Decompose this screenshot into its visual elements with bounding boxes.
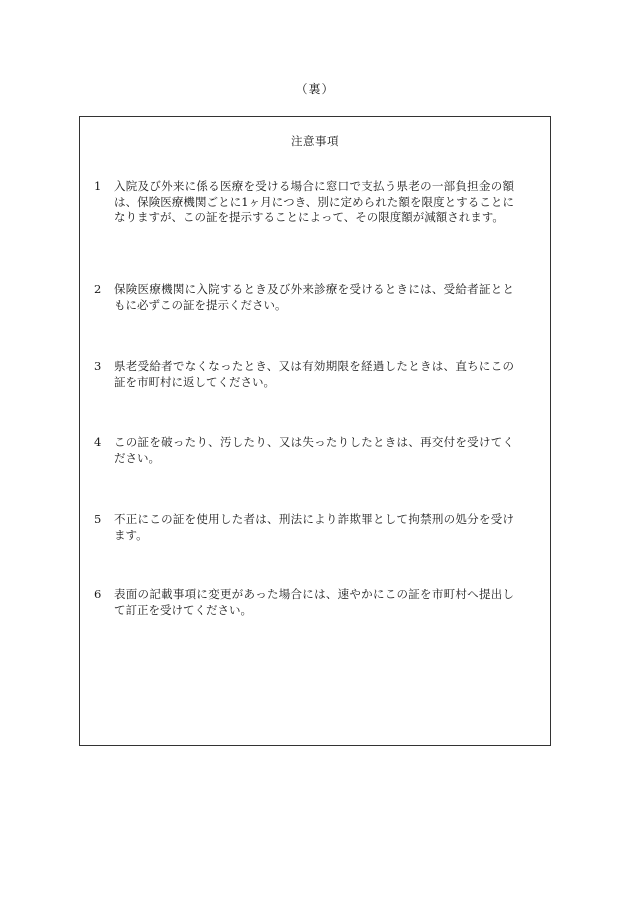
notes-title: 注意事項 [291, 134, 339, 148]
note-text: 表面の記載事項に変更があった場合には、速やかにこの証を市町村へ提出して訂正を受けてください。 [114, 587, 514, 617]
note-text: 県老受給者でなくなったとき、又は有効期限を経過したときは、直ちにこの証を市町村に返してください。 [114, 359, 514, 389]
note-item-5 [94, 512, 514, 543]
note-number: 3 [94, 359, 102, 373]
note-item-1 [94, 179, 514, 226]
note-item-2 [94, 282, 514, 313]
note-item-4 [94, 435, 514, 466]
page-side-label: （裏） [295, 82, 335, 96]
note-item-3 [94, 359, 514, 390]
note-number: 2 [94, 282, 102, 296]
note-number: 6 [94, 587, 102, 601]
note-text: 入院及び外来に係る医療を受ける場合に窓口で支払う県老の一部負担金の額は、保険医療機関ごとに1ヶ月につき、別に定められた額を限度とすることになりますが、この証を提示することによって、その限度額が減額されます。 [114, 179, 514, 224]
note-number: 4 [94, 435, 102, 449]
note-item-6 [94, 587, 514, 618]
note-text: この証を破ったり、汚したり、又は失ったりしたときは、再交付を受けてください。 [114, 435, 514, 465]
note-number: 5 [94, 512, 102, 526]
note-number: 1 [94, 179, 102, 193]
note-text: 保険医療機関に入院するとき及び外来診療を受けるときには、受給者証とともに必ずこの証を提示ください。 [114, 282, 514, 312]
notes-frame [79, 116, 551, 746]
note-text: 不正にこの証を使用した者は、刑法により詐欺罪として拘禁刑の処分を受けます。 [114, 512, 514, 542]
